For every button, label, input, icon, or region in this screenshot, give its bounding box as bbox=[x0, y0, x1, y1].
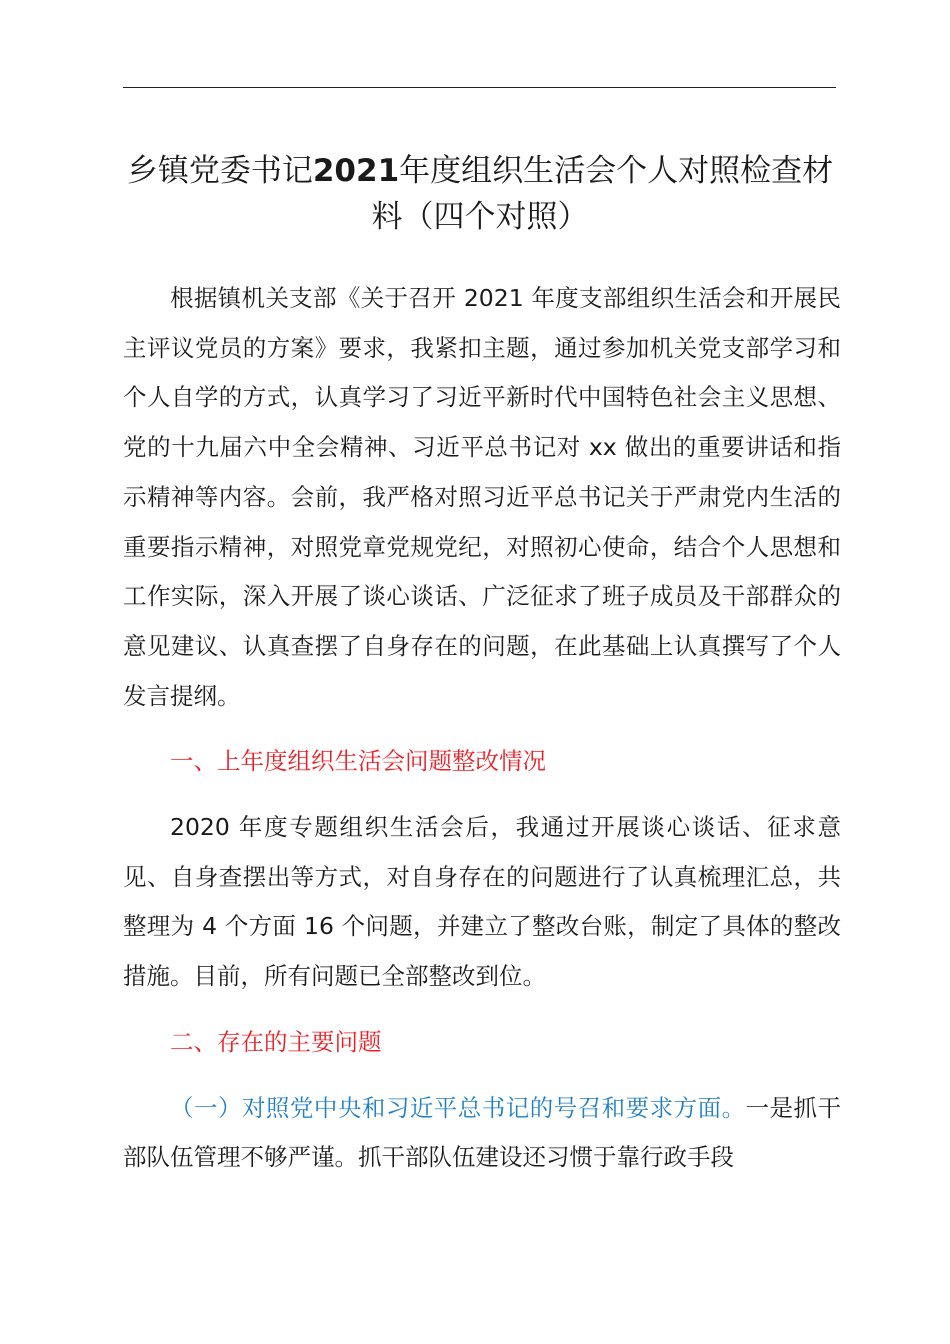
subsection-1-text: 一是抓干部队伍管理不够严谨。抓干部队伍建设还习惯于靠行政手段 bbox=[123, 1093, 842, 1172]
section-1-paragraph: 2020 年度专题组织生活会后，我通过开展谈心谈话、征求意见、自身查摆出等方式，对自身存在的问题进行了认真梳理汇总，共整理为 4 个方面 16 个问题，并建立了整改台账，制定了具体的整改措施。目前，所有问题已全部整改到位。 bbox=[123, 813, 841, 991]
section-heading-2: 二、存在的主要问题 bbox=[170, 1027, 382, 1056]
document-title bbox=[115, 148, 845, 240]
header-rule bbox=[123, 87, 836, 88]
intro-paragraph: 根据镇机关支部《关于召开 2021 年度支部组织生活会和开展民主评议党员的方案》要求，我紧扣主题，通过参加机关党支部学习和个人自学的方式，认真学习了习近平新时代中国特色社会主义思想、党的十九届六中全会精神、习近平总书记对 xx 做出的重要讲话和指示精神等内容。会前，我严格对照习近平总书记关于严肃党内生活的重要指示精神，对照党章党规党纪，对照初心使命，结合个人思想和工作实际，深入开展了谈心谈话、广泛征求了班子成员及干部群众的意见建议、认真查摆了自身存在的问题，在此基础上认真撰写了个人发言提纲。 bbox=[123, 284, 841, 710]
title-prefix: 乡镇党委书记 bbox=[126, 153, 313, 189]
title-year: 2021 bbox=[312, 153, 400, 189]
section-heading-1: 一、上年度组织生活会问题整改情况 bbox=[170, 747, 546, 776]
subsection-heading-1: （一）对照党中央和习近平总书记的号召和要求方面。 bbox=[170, 1093, 746, 1122]
document-body bbox=[123, 274, 841, 1183]
title-suffix: 年度组织生活会个人对照检查材料（四个对照） bbox=[371, 153, 834, 235]
subsection-1-paragraph bbox=[123, 1084, 841, 1183]
